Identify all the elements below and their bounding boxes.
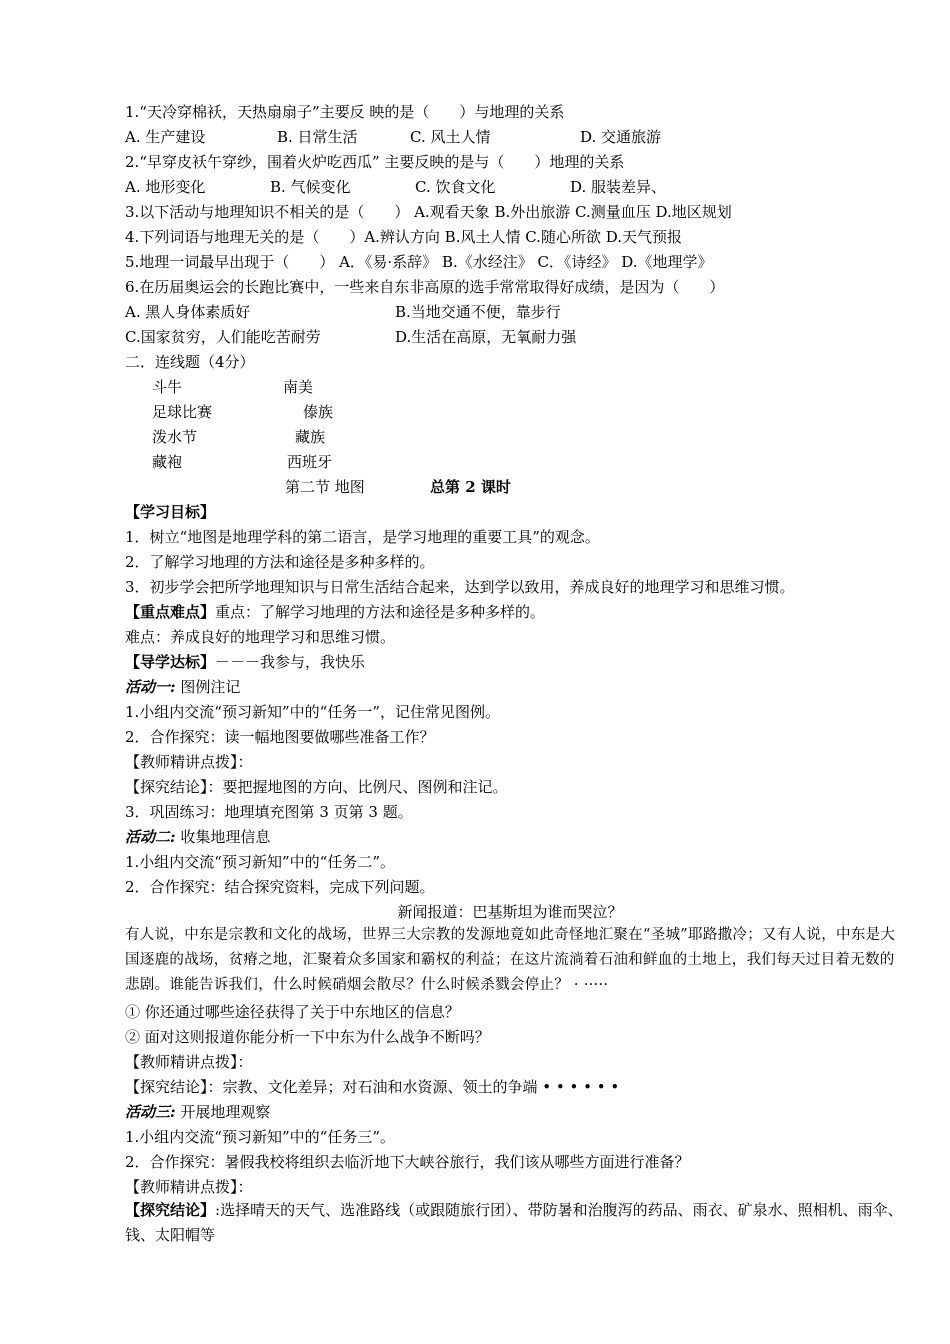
question-5: 5.地理一词最早出现于（ ） A．《易·系辞》 B.《水经注》 C．《诗经》 D.《地理学》: [125, 253, 713, 271]
q2-option-d: D. 服装差异、: [570, 178, 667, 196]
q6-option-b: B.当地交通不便，靠步行: [395, 303, 561, 321]
conclusion-text: ：宗教、文化差异；对石油和水资源、领土的争端 • • • • • •: [207, 1078, 620, 1096]
conclusion-label: 【探究结论】: [125, 778, 208, 796]
goal-item: 3．初步学会把所学地理知识与日常生活结合起来，达到学以致用，养成良好的地理学习和思维习惯。: [125, 578, 795, 596]
section-heading: [125, 475, 915, 500]
matching-left-item: 泼水节: [152, 428, 198, 446]
matching-right-item: 西班牙: [287, 453, 333, 471]
guide-text: －－－我参与，我快乐: [215, 653, 366, 671]
goal-item: 2．了解学习地理的方法和途径是多种多样的。: [125, 553, 435, 571]
q1-option-c: C. 风土人情: [410, 128, 491, 146]
q1-option-b: B. 日常生活: [277, 128, 358, 146]
keypoints-label: 【重点难点】: [125, 603, 216, 621]
question-3: 3.以下活动与地理知识不相关的是（ ） A.观看天象 B.外出旅游 C.测量血压 D.地区规划: [125, 203, 732, 221]
keypoints-key: 重点：了解学习地理的方法和途径是多种多样的。: [215, 603, 546, 621]
matching-row: [125, 425, 915, 450]
activity-1-name: 图例注记: [175, 678, 241, 696]
question-1-stem: 1.“天冷穿棉袄，天热扇扇子”主要反 映的是（ ）与地理的关系: [125, 103, 565, 121]
matching-right-item: 藏族: [295, 428, 326, 446]
question-6-stem: 6.在历届奥运会的长跑比赛中，一些来自东非高原的选手常常取得好成绩，是因为（ ）: [125, 278, 725, 296]
q2-option-a: A. 地形变化: [125, 178, 206, 196]
activity-1-teacher: 【教师精讲点拨】：: [125, 753, 253, 771]
q1-option-d: D. 交通旅游: [580, 128, 662, 146]
activity-3-name: 开展地理观察: [175, 1103, 271, 1121]
activity-2-title: 活动二:: [125, 828, 176, 846]
activity-1-line-1: 1.小组内交流“预习新知”中的“任务一”，记住常见图例。: [125, 703, 500, 721]
conclusion-label: 【探究结论】: [125, 1078, 208, 1096]
activity-2-name: 收集地理信息: [175, 828, 271, 846]
question-2-stem: 2.“早穿皮袄午穿纱，围着火炉吃西瓜” 主要反映的是与（ ）地理的关系: [125, 153, 625, 171]
question-4: 4.下列词语与地理无关的是（ ）A.辨认方向 B.风土人情 C.随心所欲 D.天气预报: [125, 228, 682, 246]
question-2-options: [125, 175, 915, 200]
guide-label: 【导学达标】: [125, 653, 216, 671]
activity-1-conclusion: [125, 775, 915, 800]
goal-item: 1．树立“地图是地理学科的第二语言，是学习地理的重要工具”的观念。: [125, 528, 600, 546]
activity-2-heading: [125, 825, 915, 850]
matching-row: [125, 400, 915, 425]
matching-right-item: 南美: [283, 378, 314, 396]
activity-1-title: 活动一:: [125, 678, 176, 696]
activity-2-conclusion: [125, 1075, 915, 1100]
matching-right-item: 傣族: [303, 403, 334, 421]
activity-2-question-1: ① 你还通过哪些途径获得了关于中东地区的信息？: [125, 1003, 460, 1021]
activity-1-heading: [125, 675, 915, 700]
activity-3-line-1: 1.小组内交流“预习新知”中的“任务三”。: [125, 1128, 395, 1146]
conclusion-text: ：要把握地图的方向、比例尺、图例和注记。: [207, 778, 508, 796]
activity-3-line-2: 2．合作探究：暑假我校将组织去临沂地下大峡谷旅行，我们该从哪些方面进行准备？: [125, 1153, 690, 1171]
section-name: 第二节 地图: [285, 478, 365, 496]
question-6-options-row1: [125, 300, 915, 325]
activity-1-line-3: 3．巩固练习：地理填充图第 3 页第 3 题。: [125, 803, 413, 821]
keypoints-line: [125, 600, 915, 625]
matching-left-item: 藏袍: [152, 453, 183, 471]
question-6-options-row2: [125, 325, 915, 350]
guide-line: [125, 650, 915, 675]
q2-option-b: B. 气候变化: [270, 178, 351, 196]
news-title: [125, 900, 915, 925]
news-title-text: 新闻报道：巴基斯坦为谁而哭泣？: [397, 903, 623, 921]
conclusion-label: 【探究结论】: [125, 1201, 216, 1219]
q6-option-a: A. 黑人身体素质好: [125, 303, 251, 321]
matching-left-item: 斗牛: [152, 378, 183, 396]
matching-left-item: 足球比赛: [152, 403, 213, 421]
matching-title: 二．连线题（4分）: [125, 353, 255, 371]
q6-option-d: D.生活在高原，无氧耐力强: [395, 328, 577, 346]
activity-2-line-1: 1.小组内交流“预习新知”中的“任务二”。: [125, 853, 395, 871]
conclusion-text: :选择晴天的天气、选准路线（或跟随旅行团）、带防暑和治腹泻的药品、雨衣、矿泉水、照相机、雨伞、钱、太阳帽等: [125, 1201, 903, 1244]
activity-3-conclusion: [125, 1198, 905, 1248]
activity-2-teacher: 【教师精讲点拨】：: [125, 1053, 253, 1071]
activity-1-line-2: 2．合作探究：读一幅地图要做哪些准备工作？: [125, 728, 435, 746]
activity-2-line-2: 2．合作探究：结合探究资料，完成下列问题。: [125, 878, 435, 896]
q2-option-c: C. 饮食文化: [415, 178, 496, 196]
activity-3-title: 活动三:: [125, 1103, 176, 1121]
activity-3-teacher: 【教师精讲点拨】：: [125, 1178, 253, 1196]
activity-3-heading: [125, 1100, 915, 1125]
matching-row: [125, 450, 915, 475]
activity-2-question-2: ② 面对这则报道你能分析一下中东为什么战争不断吗？: [125, 1028, 490, 1046]
news-body: 有人说，中东是宗教和文化的战场，世界三大宗教的发源地竟如此奇怪地汇聚在“圣城”耶路撒冷；又有人说，中东是大国逐鹿的战场，贫瘠之地，汇聚着众多国家和霸权的利益；在这片流淌着石油和鲜血的土地上，我们每天过目着无数的悲剧。谁能告诉我们，什么时候硝烟会散尽？什么时候杀戮会停止？ · ·····: [125, 927, 896, 993]
lesson-number: 总第 2 课时: [430, 478, 511, 496]
q6-option-c: C.国家贫穷，人们能吃苦耐劳: [125, 328, 321, 346]
matching-row: [125, 375, 915, 400]
goals-label: 【学习目标】: [125, 503, 216, 521]
q1-option-a: A. 生产建设: [125, 128, 206, 146]
question-1-options: [125, 125, 915, 150]
keypoints-difficulty: 难点：养成良好的地理学习和思维习惯。: [125, 628, 396, 646]
